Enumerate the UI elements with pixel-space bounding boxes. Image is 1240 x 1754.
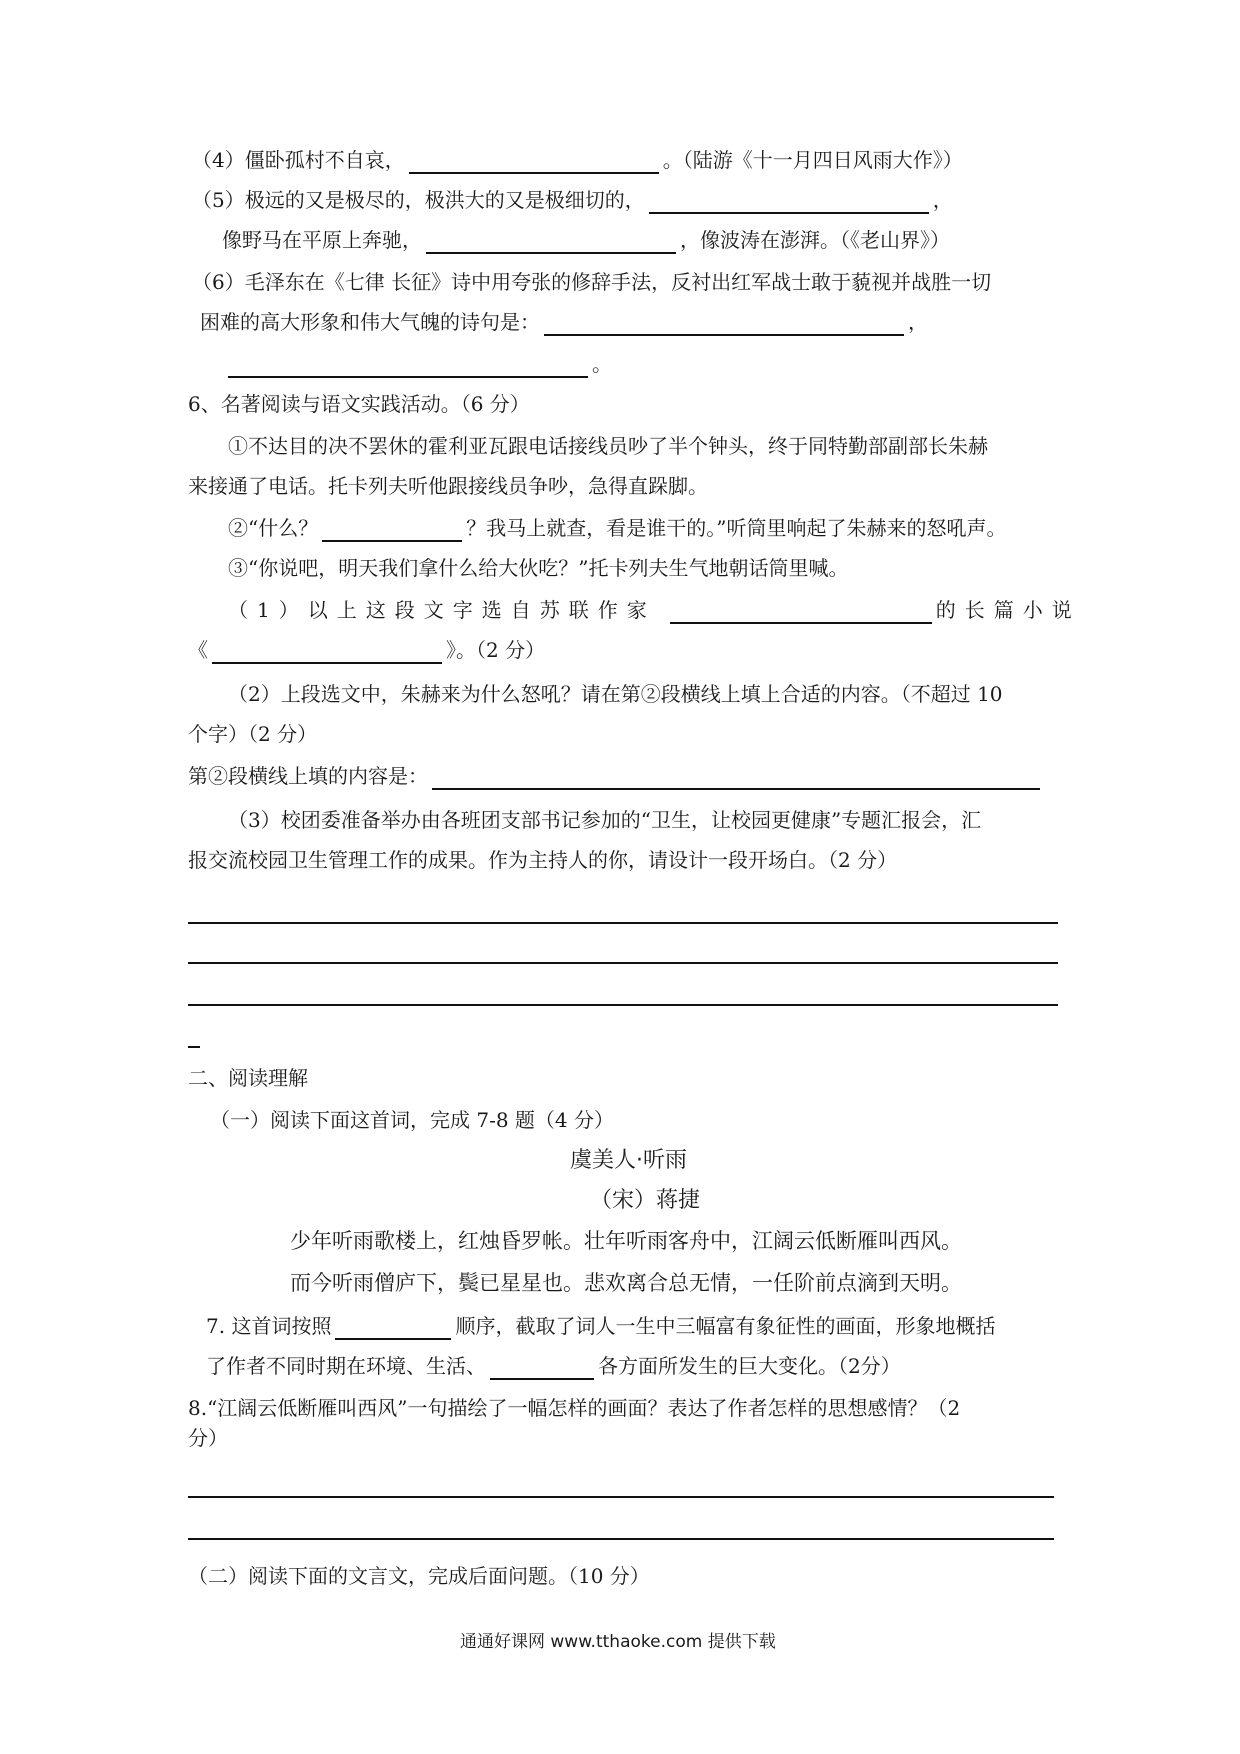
q6-sub2-answer: [188, 762, 1044, 790]
poem-line-1: 少年听雨歌楼上，红烛昏罗帐。壮年听雨客舟中，江阔云低断雁叫西风。: [290, 1229, 962, 1253]
q5-item5-line2: [222, 226, 950, 254]
page-footer: 通通好课网 www.tthaoke.com 提供下载: [460, 1632, 776, 1652]
q5-item4-blank[interactable]: [409, 150, 659, 174]
q6-sub1-line1: [228, 596, 1081, 624]
q5-item6-line1: [192, 268, 991, 296]
section2-part2: （二）阅读下面的文言文，完成后面问题。（10 分）: [188, 1564, 650, 1588]
q6-sub1-close-quote: 》。（2 分）: [446, 638, 546, 662]
q7-order-blank[interactable]: [335, 1316, 451, 1340]
q6-sub3-line2: 报交流校园卫生管理工作的成果。作为主持人的你，请设计一段开场白。（2 分）: [188, 848, 898, 872]
q6-sub1-suffix: 的长篇小说: [935, 598, 1081, 622]
q7-line2-suffix: 各方面所发生的巨大变化。（2分）: [598, 1354, 901, 1378]
q5-item6-line2: [200, 308, 928, 336]
q6-paragraph3: ③“你说吧，明天我们拿什么给大伙吃？”托卡列夫生气地朝话筒里喊。: [228, 556, 849, 580]
section2-part1: （一）阅读下面这首词，完成 7-8 题（4 分）: [210, 1108, 615, 1132]
q8-answer-line-2[interactable]: [188, 1538, 1054, 1540]
q8-line2: 分）: [188, 1426, 228, 1450]
q7-line2: [206, 1352, 901, 1380]
q5-item4-prefix: （4）僵卧孤村不自哀，: [192, 148, 405, 172]
q6-sub3-answer-line-1[interactable]: [188, 922, 1058, 924]
q6-sub2-line1: （2）上段选文中，朱赫来为什么怒吼？请在第②段横线上填上合适的内容。（不超过 10: [228, 682, 1003, 706]
q5-item5-suffix: ，像波涛在澎湃。（《老山界》）: [680, 228, 950, 252]
q5-item6-text1: （6）毛泽东在《七律 长征》诗中用夸张的修辞手法，反衬出红军战士敢于藐视并战胜一切: [192, 270, 992, 294]
q5-item6-line3: [228, 350, 612, 378]
q5-item6-blank2[interactable]: [228, 354, 588, 378]
q5-item6-text2: 困难的高大形象和伟大气魄的诗句是：: [200, 310, 540, 334]
q6-paragraph1-line1: ①不达目的决不罢休的霍利亚瓦跟电话接线员吵了半个钟头，终于同特勤部副部长朱赫: [228, 434, 988, 458]
q6-sub1-author-blank[interactable]: [670, 600, 932, 624]
q6-sub3-line1: （3）校团委准备举办由各班团支部书记参加的“卫生，让校园更健康”专题汇报会，汇: [228, 808, 982, 832]
q6-sub3-answer-line-3[interactable]: [188, 1004, 1058, 1006]
q6-heading: 6、名著阅读与语文实践活动。（6 分）: [188, 392, 530, 416]
q6-paragraph2: [228, 514, 1006, 542]
q7-aspect-blank[interactable]: [490, 1356, 594, 1380]
q6-p2-suffix: ？我马上就查，看是谁干的。”听筒里响起了朱赫来的怒吼声。: [466, 516, 1007, 540]
q5-item4-suffix: 。（陆游《十一月四日风雨大作》）: [662, 148, 963, 172]
q6-sub1-title-blank[interactable]: [212, 640, 442, 664]
section2-heading: 二、阅读理解: [188, 1066, 308, 1090]
poem-title: 虞美人·听雨: [570, 1148, 687, 1173]
q5-item4: [192, 146, 963, 174]
q5-item5-prefix: （5）极远的又是极尽的，极洪大的又是极细切的，: [192, 188, 645, 212]
q5-item6-period: 。: [592, 352, 612, 376]
poem-line-2: 而今听雨僧庐下，鬓已星星也。悲欢离合总无情，一任阶前点滴到天明。: [290, 1271, 962, 1295]
q6-sub2-answer-label: 第②段横线上填的内容是：: [188, 764, 428, 788]
q6-paragraph1-line2: 来接通了电话。托卡列夫听他跟接线员争吵，急得直跺脚。: [188, 474, 708, 498]
q5-item6-blank1[interactable]: [544, 312, 904, 336]
q6-sub3-answer-line-2[interactable]: [188, 962, 1058, 964]
q6-sub1-line2: [188, 636, 545, 664]
q8-line1: 8.“江阔云低断雁叫西风”一句描绘了一幅怎样的画面？表达了作者怎样的思想感情？（2: [188, 1396, 961, 1420]
q8-answer-line-1[interactable]: [188, 1496, 1054, 1498]
q6-p2-prefix: ②“什么？: [228, 516, 319, 540]
q6-sub2-answer-blank[interactable]: [432, 766, 1040, 790]
q6-sub2-line2: 个字）（2 分）: [188, 722, 318, 746]
q7-prefix: 7. 这首词按照: [206, 1314, 332, 1338]
q6-sub1-prefix: （1）以上这段文字选自苏联作家: [228, 598, 656, 622]
short-dash-mark: [188, 1046, 200, 1048]
q5-item6-comma: ，: [908, 310, 928, 334]
q7-suffix: 顺序，截取了词人一生中三幅富有象征性的画面，形象地概括: [455, 1314, 996, 1338]
q7-line1: [206, 1312, 995, 1340]
q6-p2-blank[interactable]: [322, 518, 462, 542]
q5-item5-blank1[interactable]: [649, 190, 929, 214]
q7-line2-prefix: 了作者不同时期在环境、生活、: [206, 1354, 486, 1378]
q6-sub1-open-quote: 《: [188, 638, 208, 662]
q5-item5-mid: 像野马在平原上奔驰，: [222, 228, 422, 252]
poem-author: （宋）蒋捷: [590, 1188, 701, 1213]
q5-item5-blank2[interactable]: [426, 230, 676, 254]
q5-item5-line1: [192, 186, 953, 214]
q5-item5-comma: ，: [932, 188, 953, 212]
